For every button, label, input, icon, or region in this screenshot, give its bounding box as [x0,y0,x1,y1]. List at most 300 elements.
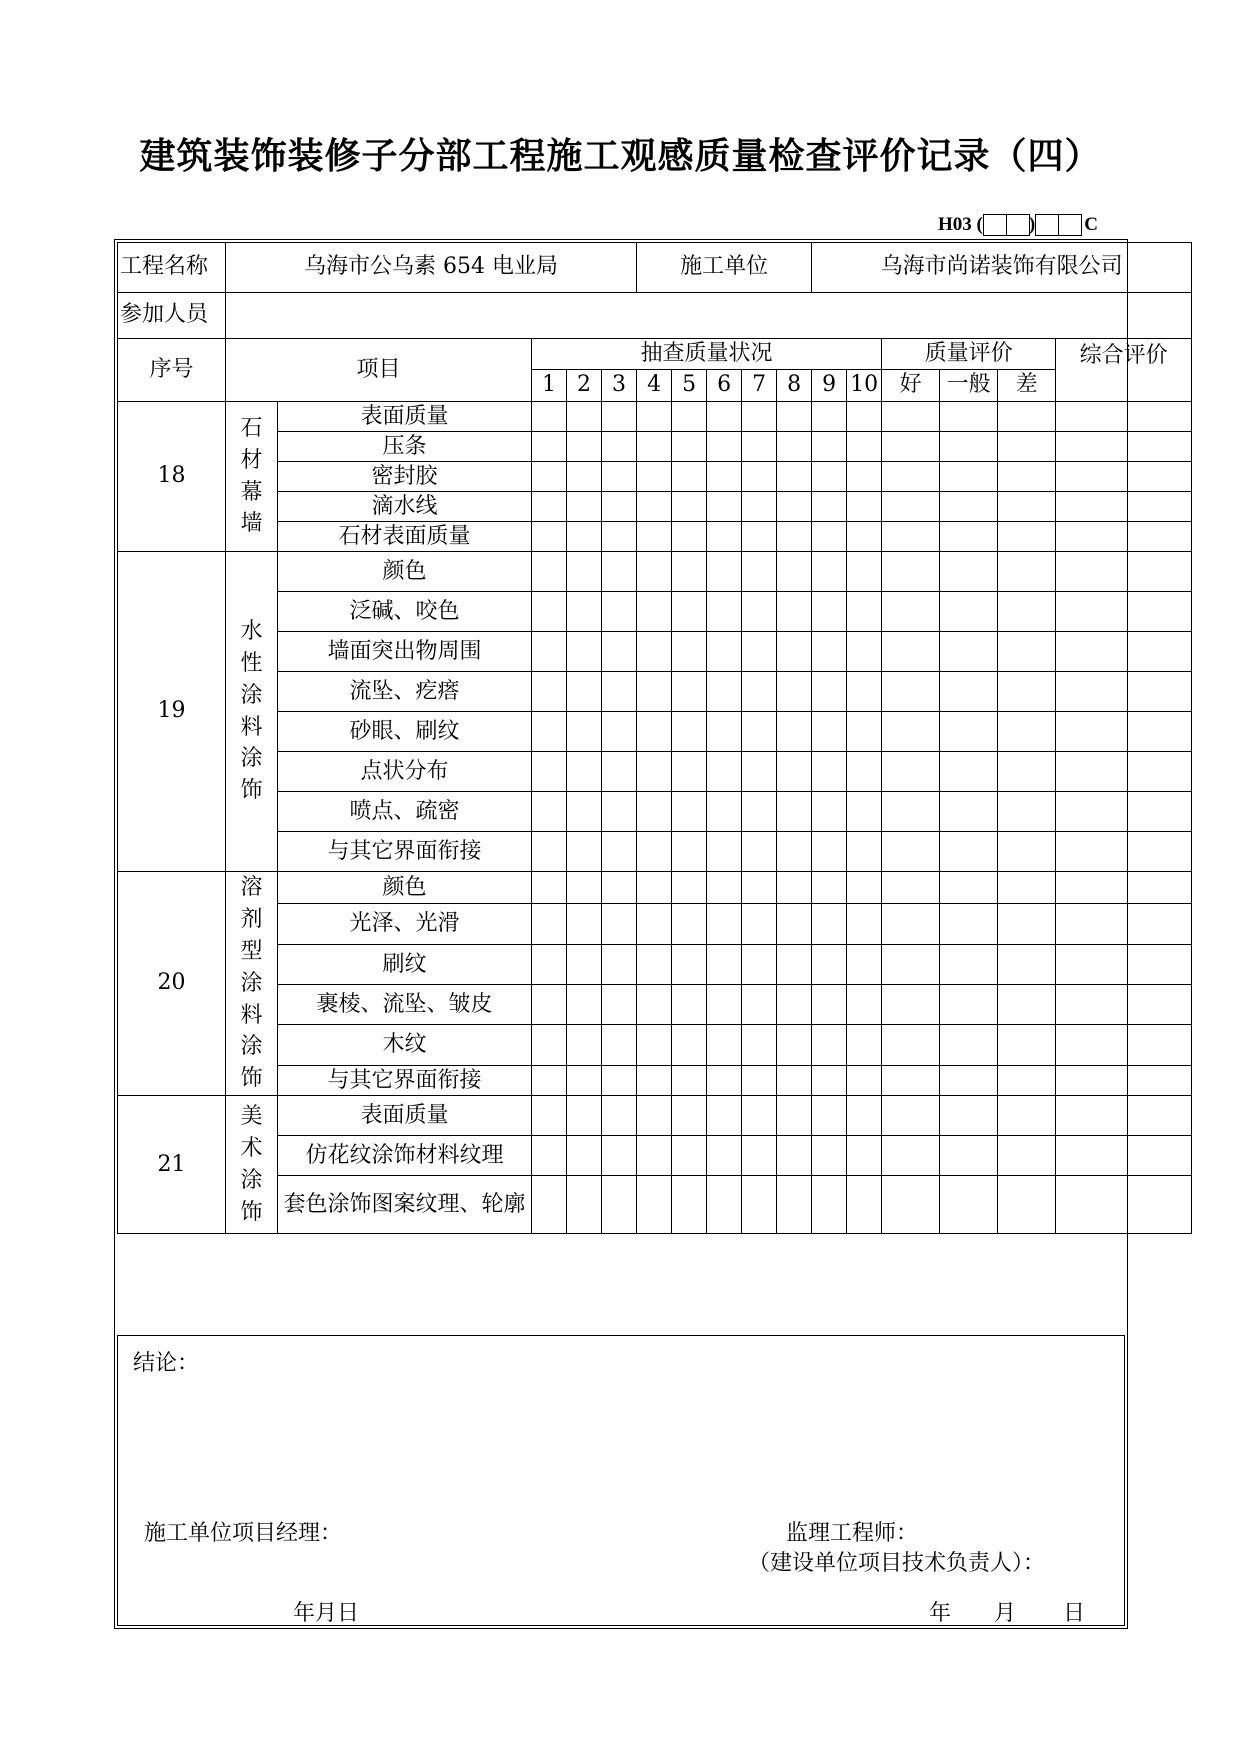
sample-cell[interactable] [637,752,672,792]
sample-cell[interactable] [602,872,637,904]
eval-cell[interactable] [882,944,940,984]
pm-date[interactable]: 年月日 [293,1601,360,1626]
overall-cell[interactable] [1056,985,1192,1025]
sample-cell[interactable] [707,1136,742,1176]
sample-cell[interactable] [637,462,672,492]
sample-cell[interactable] [567,522,602,552]
sample-cell[interactable] [672,632,707,672]
sample-cell[interactable] [532,1096,567,1136]
sample-cell[interactable] [812,1176,847,1234]
sample-cell[interactable] [567,1065,602,1095]
sample-cell[interactable] [742,632,777,672]
sample-cell[interactable] [777,872,812,904]
eval-cell[interactable] [882,552,940,592]
sample-cell[interactable] [847,944,882,984]
sample-cell[interactable] [812,522,847,552]
sample-cell[interactable] [602,492,637,522]
overall-cell[interactable] [1056,522,1192,552]
sample-cell[interactable] [637,872,672,904]
sample-cell[interactable] [672,1065,707,1095]
eval-cell[interactable] [998,712,1056,752]
sample-cell[interactable] [637,712,672,752]
sample-cell[interactable] [742,492,777,522]
eval-cell[interactable] [940,592,998,632]
project-name-value[interactable]: 乌海市公乌素 654 电业局 [226,243,637,293]
sample-cell[interactable] [637,402,672,432]
overall-cell[interactable] [1056,492,1192,522]
sample-cell[interactable] [672,944,707,984]
sample-cell[interactable] [777,712,812,752]
eval-cell[interactable] [882,985,940,1025]
sample-cell[interactable] [847,792,882,832]
eval-cell[interactable] [940,1065,998,1095]
sample-cell[interactable] [777,492,812,522]
form-code-box[interactable] [983,214,1007,236]
sample-cell[interactable] [847,985,882,1025]
sample-cell[interactable] [777,792,812,832]
eval-cell[interactable] [998,522,1056,552]
sample-cell[interactable] [812,1065,847,1095]
sample-cell[interactable] [777,1065,812,1095]
sample-cell[interactable] [532,752,567,792]
sample-cell[interactable] [672,1136,707,1176]
sample-cell[interactable] [777,522,812,552]
sample-cell[interactable] [777,462,812,492]
sample-cell[interactable] [532,944,567,984]
sample-cell[interactable] [742,1065,777,1095]
sample-cell[interactable] [567,552,602,592]
eval-cell[interactable] [882,1176,940,1234]
sample-cell[interactable] [707,1065,742,1095]
eval-cell[interactable] [940,432,998,462]
sample-cell[interactable] [707,904,742,944]
sample-cell[interactable] [812,792,847,832]
sample-cell[interactable] [672,1025,707,1065]
eval-cell[interactable] [882,462,940,492]
sample-cell[interactable] [777,1025,812,1065]
sample-cell[interactable] [777,552,812,592]
sample-cell[interactable] [532,592,567,632]
eval-cell[interactable] [998,1176,1056,1234]
sample-cell[interactable] [602,752,637,792]
sample-cell[interactable] [847,832,882,872]
sample-cell[interactable] [847,432,882,462]
sample-cell[interactable] [742,752,777,792]
supervisor-date-day[interactable]: 日 [1063,1601,1086,1626]
sample-cell[interactable] [567,592,602,632]
eval-cell[interactable] [940,552,998,592]
sample-cell[interactable] [672,522,707,552]
sample-cell[interactable] [707,1176,742,1234]
sample-cell[interactable] [532,462,567,492]
sample-cell[interactable] [567,672,602,712]
sample-cell[interactable] [742,792,777,832]
sample-cell[interactable] [812,1096,847,1136]
sample-cell[interactable] [812,1025,847,1065]
eval-cell[interactable] [940,1096,998,1136]
sample-cell[interactable] [812,712,847,752]
sample-cell[interactable] [707,985,742,1025]
sample-cell[interactable] [847,492,882,522]
eval-cell[interactable] [882,672,940,712]
eval-cell[interactable] [940,522,998,552]
sample-cell[interactable] [602,522,637,552]
sample-cell[interactable] [637,985,672,1025]
sample-cell[interactable] [602,1025,637,1065]
sample-cell[interactable] [602,712,637,752]
eval-cell[interactable] [882,872,940,904]
sample-cell[interactable] [532,1176,567,1234]
sample-cell[interactable] [707,1025,742,1065]
sample-cell[interactable] [707,432,742,462]
sample-cell[interactable] [602,432,637,462]
sample-cell[interactable] [847,752,882,792]
sample-cell[interactable] [672,985,707,1025]
eval-cell[interactable] [998,592,1056,632]
overall-cell[interactable] [1056,1136,1192,1176]
sample-cell[interactable] [532,632,567,672]
eval-cell[interactable] [998,462,1056,492]
sample-cell[interactable] [672,552,707,592]
overall-cell[interactable] [1056,592,1192,632]
sample-cell[interactable] [532,1065,567,1095]
sample-cell[interactable] [777,1176,812,1234]
sample-cell[interactable] [602,1136,637,1176]
overall-cell[interactable] [1056,462,1192,492]
sample-cell[interactable] [742,672,777,712]
overall-cell[interactable] [1056,904,1192,944]
sample-cell[interactable] [707,632,742,672]
sample-cell[interactable] [637,1136,672,1176]
sample-cell[interactable] [707,592,742,632]
eval-cell[interactable] [998,1096,1056,1136]
sample-cell[interactable] [812,985,847,1025]
eval-cell[interactable] [940,1025,998,1065]
sample-cell[interactable] [532,712,567,752]
overall-cell[interactable] [1056,712,1192,752]
sample-cell[interactable] [602,1096,637,1136]
eval-cell[interactable] [998,552,1056,592]
overall-cell[interactable] [1056,1176,1192,1234]
sample-cell[interactable] [812,592,847,632]
sample-cell[interactable] [707,1096,742,1136]
sample-cell[interactable] [672,592,707,632]
sample-cell[interactable] [532,904,567,944]
sample-cell[interactable] [532,792,567,832]
sample-cell[interactable] [777,985,812,1025]
sample-cell[interactable] [567,872,602,904]
sample-cell[interactable] [532,985,567,1025]
overall-cell[interactable] [1056,632,1192,672]
sample-cell[interactable] [812,944,847,984]
sample-cell[interactable] [742,592,777,632]
sample-cell[interactable] [707,672,742,712]
eval-cell[interactable] [998,872,1056,904]
sample-cell[interactable] [567,492,602,522]
sample-cell[interactable] [602,592,637,632]
eval-cell[interactable] [882,492,940,522]
eval-cell[interactable] [882,402,940,432]
overall-cell[interactable] [1056,1065,1192,1095]
supervisor-date-year[interactable]: 年 [929,1601,952,1626]
sample-cell[interactable] [742,832,777,872]
eval-cell[interactable] [998,1136,1056,1176]
eval-cell[interactable] [882,1096,940,1136]
sample-cell[interactable] [707,552,742,592]
form-code-box[interactable] [1058,214,1082,236]
sample-cell[interactable] [532,672,567,712]
sample-cell[interactable] [532,432,567,462]
sample-cell[interactable] [602,632,637,672]
sample-cell[interactable] [777,592,812,632]
sample-cell[interactable] [777,632,812,672]
sample-cell[interactable] [532,552,567,592]
sample-cell[interactable] [637,904,672,944]
sample-cell[interactable] [602,552,637,592]
sample-cell[interactable] [672,792,707,832]
sample-cell[interactable] [672,712,707,752]
eval-cell[interactable] [998,402,1056,432]
sample-cell[interactable] [707,792,742,832]
sample-cell[interactable] [847,462,882,492]
eval-cell[interactable] [882,904,940,944]
eval-cell[interactable] [882,1136,940,1176]
overall-cell[interactable] [1056,1025,1192,1065]
sample-cell[interactable] [602,672,637,712]
eval-cell[interactable] [940,672,998,712]
eval-cell[interactable] [882,632,940,672]
eval-cell[interactable] [940,904,998,944]
sample-cell[interactable] [742,462,777,492]
sample-cell[interactable] [812,752,847,792]
sample-cell[interactable] [637,552,672,592]
eval-cell[interactable] [882,792,940,832]
eval-cell[interactable] [998,752,1056,792]
sample-cell[interactable] [672,1096,707,1136]
eval-cell[interactable] [998,904,1056,944]
supervisor-signature-label[interactable]: 监理工程师： [786,1521,919,1546]
supervisor-date-month[interactable]: 月 [994,1601,1017,1626]
sample-cell[interactable] [777,672,812,712]
sample-cell[interactable] [812,432,847,462]
overall-cell[interactable] [1056,792,1192,832]
sample-cell[interactable] [567,402,602,432]
sample-cell[interactable] [637,1176,672,1234]
sample-cell[interactable] [532,522,567,552]
eval-cell[interactable] [940,492,998,522]
sample-cell[interactable] [602,1176,637,1234]
overall-cell[interactable] [1056,402,1192,432]
form-code-box[interactable] [1006,214,1030,236]
sample-cell[interactable] [812,832,847,872]
overall-cell[interactable] [1056,752,1192,792]
sample-cell[interactable] [672,1176,707,1234]
eval-cell[interactable] [940,832,998,872]
overall-cell[interactable] [1056,1096,1192,1136]
sample-cell[interactable] [532,832,567,872]
sample-cell[interactable] [637,792,672,832]
sample-cell[interactable] [602,1065,637,1095]
eval-cell[interactable] [998,1025,1056,1065]
sample-cell[interactable] [742,552,777,592]
sample-cell[interactable] [567,832,602,872]
overall-cell[interactable] [1056,944,1192,984]
eval-cell[interactable] [882,522,940,552]
form-code-box[interactable] [1035,214,1059,236]
sample-cell[interactable] [707,944,742,984]
eval-cell[interactable] [940,1136,998,1176]
sample-cell[interactable] [777,904,812,944]
eval-cell[interactable] [998,1065,1056,1095]
sample-cell[interactable] [812,632,847,672]
sample-cell[interactable] [602,985,637,1025]
sample-cell[interactable] [742,872,777,904]
sample-cell[interactable] [567,752,602,792]
pm-signature-label[interactable]: 施工单位项目经理： [144,1521,343,1546]
sample-cell[interactable] [602,904,637,944]
eval-cell[interactable] [998,985,1056,1025]
sample-cell[interactable] [777,752,812,792]
overall-cell[interactable] [1056,872,1192,904]
sample-cell[interactable] [777,432,812,462]
eval-cell[interactable] [998,672,1056,712]
eval-cell[interactable] [882,712,940,752]
sample-cell[interactable] [637,432,672,462]
sample-cell[interactable] [707,402,742,432]
sample-cell[interactable] [847,904,882,944]
sample-cell[interactable] [742,904,777,944]
sample-cell[interactable] [847,402,882,432]
sample-cell[interactable] [707,712,742,752]
sample-cell[interactable] [672,832,707,872]
eval-cell[interactable] [940,402,998,432]
overall-cell[interactable] [1056,672,1192,712]
eval-cell[interactable] [998,492,1056,522]
sample-cell[interactable] [847,522,882,552]
sample-cell[interactable] [777,832,812,872]
sample-cell[interactable] [532,872,567,904]
sample-cell[interactable] [672,872,707,904]
eval-cell[interactable] [882,752,940,792]
sample-cell[interactable] [602,832,637,872]
sample-cell[interactable] [637,832,672,872]
eval-cell[interactable] [998,792,1056,832]
eval-cell[interactable] [882,592,940,632]
sample-cell[interactable] [742,712,777,752]
sample-cell[interactable] [812,872,847,904]
sample-cell[interactable] [742,985,777,1025]
sample-cell[interactable] [742,402,777,432]
eval-cell[interactable] [940,985,998,1025]
sample-cell[interactable] [532,402,567,432]
overall-cell[interactable] [1056,432,1192,462]
contractor-value[interactable]: 乌海市尚诺装饰有限公司 [812,243,1192,293]
sample-cell[interactable] [777,1096,812,1136]
sample-cell[interactable] [567,632,602,672]
sample-cell[interactable] [602,944,637,984]
sample-cell[interactable] [707,832,742,872]
sample-cell[interactable] [672,432,707,462]
sample-cell[interactable] [812,904,847,944]
sample-cell[interactable] [742,1025,777,1065]
eval-cell[interactable] [940,752,998,792]
sample-cell[interactable] [637,632,672,672]
sample-cell[interactable] [812,402,847,432]
eval-cell[interactable] [940,944,998,984]
sample-cell[interactable] [672,672,707,712]
sample-cell[interactable] [567,462,602,492]
sample-cell[interactable] [567,432,602,462]
sample-cell[interactable] [847,552,882,592]
sample-cell[interactable] [742,944,777,984]
sample-cell[interactable] [847,672,882,712]
sample-cell[interactable] [567,1136,602,1176]
sample-cell[interactable] [532,1136,567,1176]
sample-cell[interactable] [567,904,602,944]
overall-cell[interactable] [1056,832,1192,872]
participants-value[interactable] [226,293,1192,339]
sample-cell[interactable] [672,402,707,432]
sample-cell[interactable] [567,985,602,1025]
sample-cell[interactable] [672,492,707,522]
sample-cell[interactable] [637,1096,672,1136]
sample-cell[interactable] [637,522,672,552]
sample-cell[interactable] [812,462,847,492]
eval-cell[interactable] [940,1176,998,1234]
eval-cell[interactable] [998,944,1056,984]
sample-cell[interactable] [742,432,777,462]
sample-cell[interactable] [567,944,602,984]
sample-cell[interactable] [777,944,812,984]
eval-cell[interactable] [998,632,1056,672]
sample-cell[interactable] [602,402,637,432]
eval-cell[interactable] [940,872,998,904]
sample-cell[interactable] [742,1136,777,1176]
sample-cell[interactable] [707,872,742,904]
sample-cell[interactable] [567,1096,602,1136]
sample-cell[interactable] [672,752,707,792]
sample-cell[interactable] [637,672,672,712]
sample-cell[interactable] [567,712,602,752]
eval-cell[interactable] [998,432,1056,462]
sample-cell[interactable] [777,1136,812,1176]
sample-cell[interactable] [637,1065,672,1095]
sample-cell[interactable] [847,1136,882,1176]
sample-cell[interactable] [847,1096,882,1136]
eval-cell[interactable] [882,432,940,462]
sample-cell[interactable] [847,872,882,904]
sample-cell[interactable] [567,792,602,832]
overall-cell[interactable] [1056,552,1192,592]
sample-cell[interactable] [567,1025,602,1065]
eval-cell[interactable] [940,792,998,832]
eval-cell[interactable] [882,1025,940,1065]
sample-cell[interactable] [812,492,847,522]
eval-cell[interactable] [940,632,998,672]
eval-cell[interactable] [940,462,998,492]
sample-cell[interactable] [672,904,707,944]
sample-cell[interactable] [637,944,672,984]
sample-cell[interactable] [847,1176,882,1234]
sample-cell[interactable] [602,792,637,832]
eval-cell[interactable] [882,1065,940,1095]
sample-cell[interactable] [812,552,847,592]
sample-cell[interactable] [707,752,742,792]
sample-cell[interactable] [847,712,882,752]
sample-cell[interactable] [812,1136,847,1176]
sample-cell[interactable] [742,1176,777,1234]
sample-cell[interactable] [532,492,567,522]
